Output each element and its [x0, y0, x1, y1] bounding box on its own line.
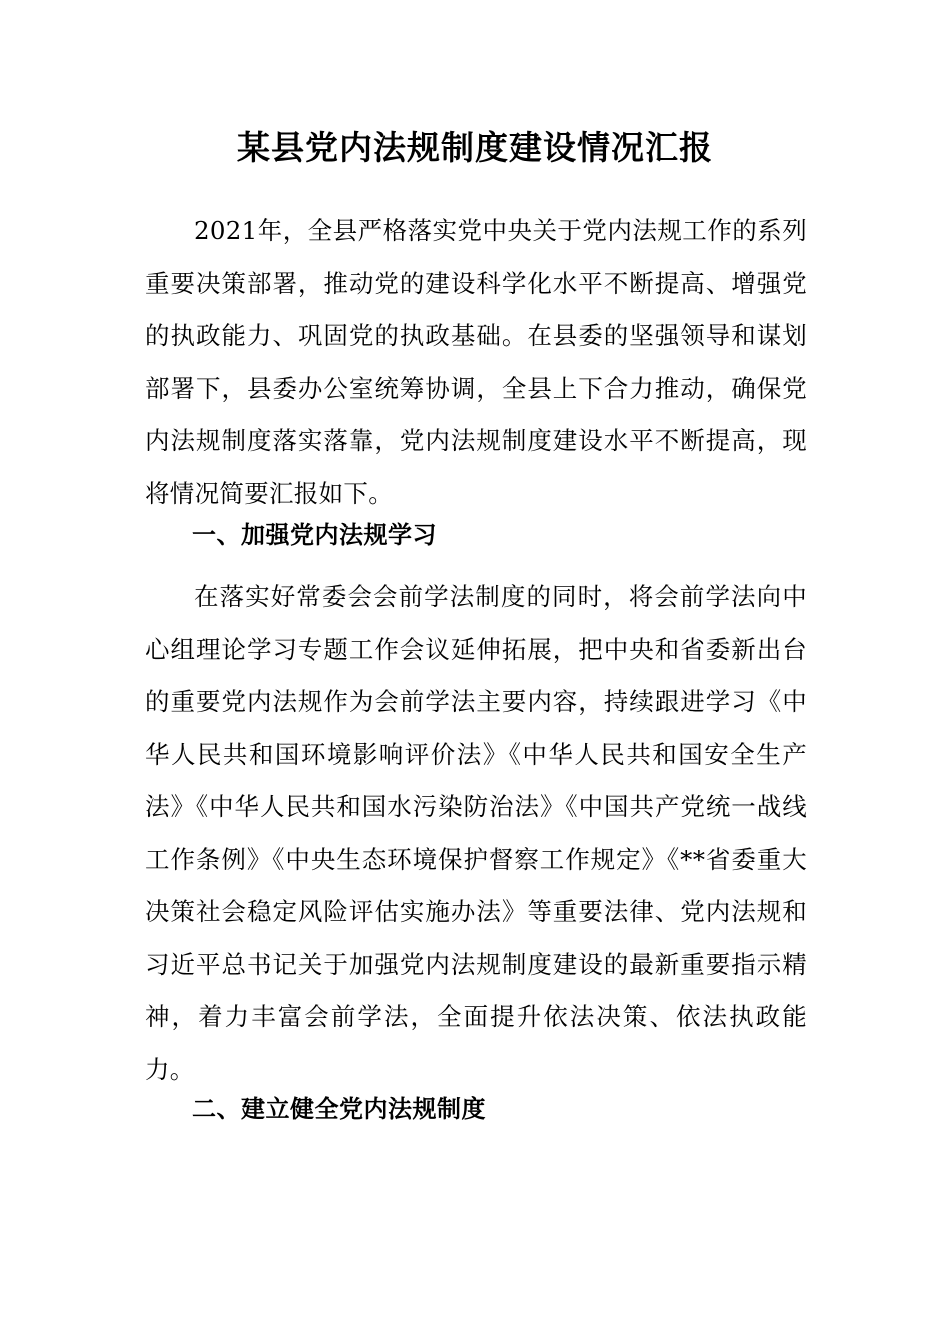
document-title: 某县党内法规制度建设情况汇报 — [237, 128, 713, 167]
intro-paragraph: 2021年，全县严格落实党中央关于党内法规工作的系列重要决策部署，推动党的建设科学化水平不断提高、增强党的执政能力、巩固党的执政基础。在县委的坚强领导和谋划部署下，县委办公室统筹协调，全县上下合力推动，确保党内法规制度落实落靠，党内法规制度建设水平不断提高，现将情况简要汇报如下。 — [145, 216, 807, 508]
section-heading-1: 一、加强党内法规学习 — [192, 521, 437, 549]
section-heading-2: 二、建立健全党内法规制度 — [192, 1095, 486, 1123]
section-1-body — [145, 571, 807, 1096]
intro-section — [145, 205, 807, 520]
section-1-paragraph: 在落实好常委会会前学法制度的同时，将会前学法向中心组理论学习专题工作会议延伸拓展，把中央和省委新出台的重要党内法规作为会前学法主要内容，持续跟进学习《中华人民共和国环境影响评价法》《中华人民共和国安全生产法》《中华人民共和国水污染防治法》《中国共产党统一战线工作条例》《中央生态环境保护督察工作规定》《**省委重大决策社会稳定风险评估实施办法》等重要法律、党内法规和习近平总书记关于加强党内法规制度建设的最新重要指示精神，着力丰富会前学法，全面提升依法决策、依法执政能力。 — [145, 582, 807, 1084]
